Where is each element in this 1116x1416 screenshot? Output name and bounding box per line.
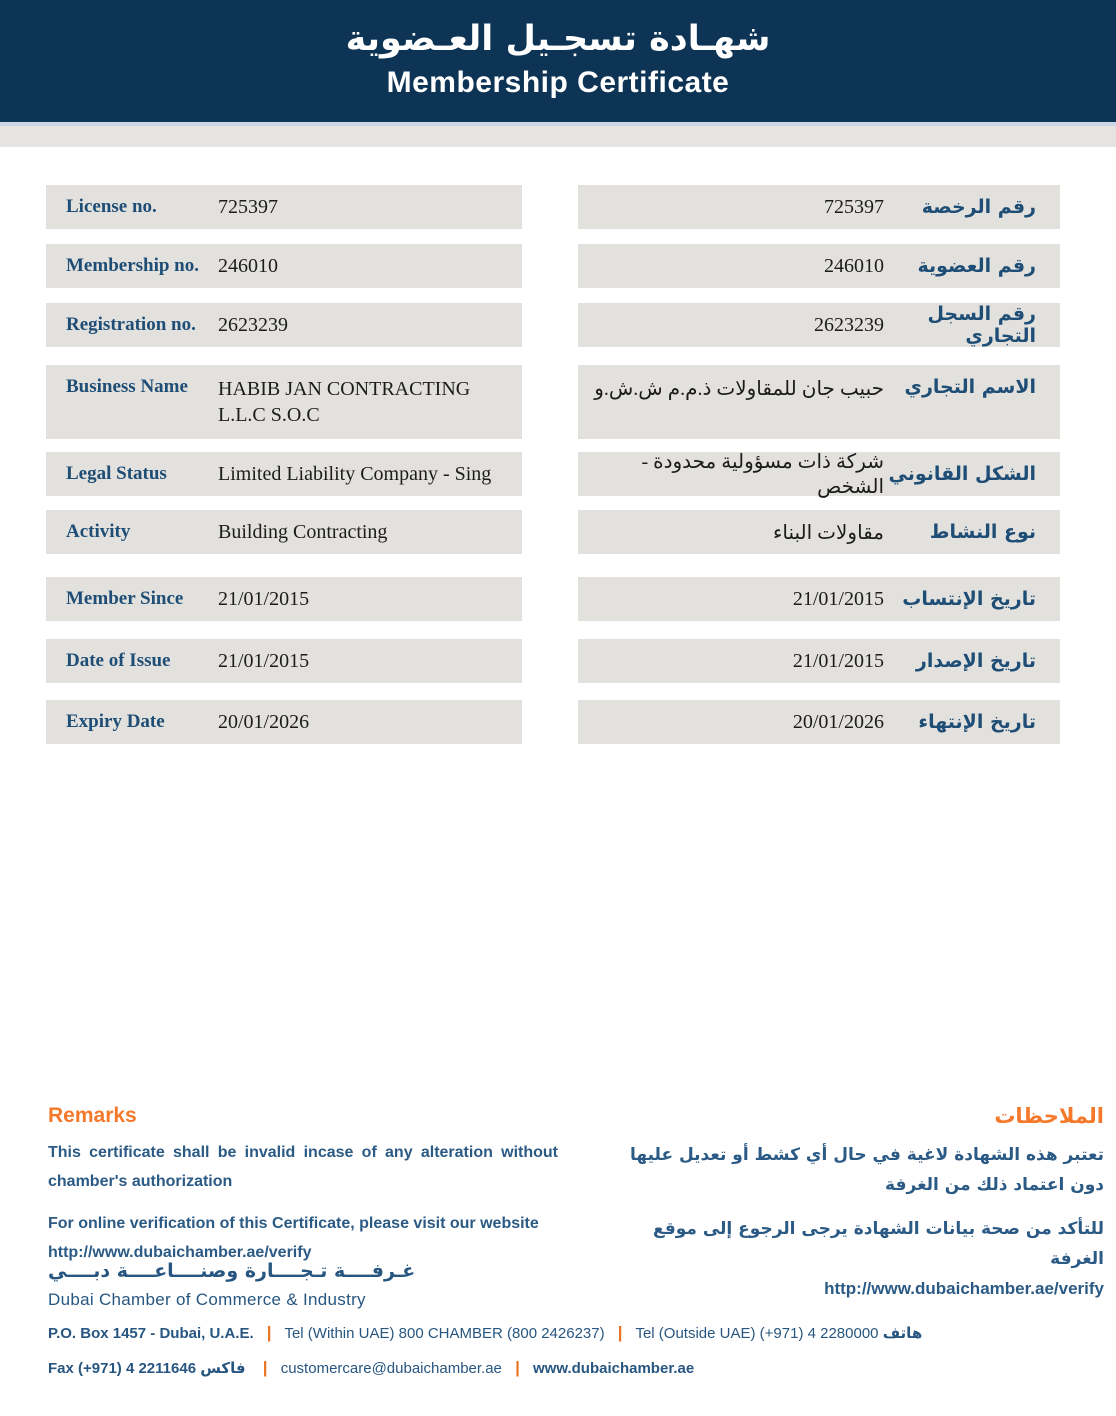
remarks-paragraph-1: This certificate shall be invalid incase of any alteration without chamber's authorization (48, 1144, 558, 1190)
email-text: customercare@dubaichamber.ae (280, 1360, 502, 1377)
field-label: تاريخ الإنتساب (902, 588, 1036, 610)
fields-column-english (46, 185, 522, 759)
field-value: Building Contracting (218, 520, 388, 543)
field-value: شركة ذات مسؤولية محدودة - الشخص (641, 451, 884, 498)
fax-arabic-label: فاكس (200, 1359, 246, 1377)
field-label: Business Name (66, 376, 188, 397)
field-value: 725397 (218, 195, 278, 218)
field-value: 21/01/2015 (218, 587, 310, 610)
remarks-section-arabic (600, 1104, 1104, 1318)
field-value: 21/01/2015 (792, 649, 884, 672)
field-label: Registration no. (66, 314, 196, 335)
field-label: Expiry Date (66, 711, 165, 732)
remarks-paragraph-2-ar (600, 1214, 1104, 1304)
remarks-paragraph-2: For online verification of this Certificate, please visit our website (48, 1215, 539, 1232)
field-value: 246010 (218, 254, 278, 277)
tel-arabic-label: هاتف (882, 1324, 923, 1342)
field-row-membership (46, 244, 522, 288)
contact-footer (48, 1322, 1088, 1392)
field-label: تاريخ الإصدار (915, 650, 1036, 672)
field-row-member-since-ar (578, 577, 1060, 621)
field-row-activity (46, 510, 522, 554)
field-row-activity-ar (578, 510, 1060, 554)
chamber-logo-english: Dubai Chamber of Commerce & Industry (48, 1290, 366, 1309)
tel-within-text: Tel (Within UAE) 800 CHAMBER (800 2426237) (284, 1325, 605, 1342)
field-label: Membership no. (66, 255, 199, 276)
field-row-membership-ar (578, 244, 1060, 288)
field-row-date-of-issue-ar (578, 639, 1060, 683)
field-label: رقم العضوية (917, 255, 1036, 277)
remarks-section-english (48, 1104, 558, 1280)
field-row-registration (46, 303, 522, 347)
field-value: 725397 (824, 195, 884, 218)
contact-line-2 (48, 1357, 1088, 1379)
tel-outside-text: Tel (Outside UAE) (+971) 4 2280000 (635, 1325, 879, 1342)
field-label: License no. (66, 196, 157, 217)
field-value: حبيب جان للمقاولات ذ.م.م ش.ش.و (594, 378, 884, 400)
pobox-text: P.O. Box 1457 - Dubai, U.A.E. (48, 1325, 254, 1342)
field-row-expiry-date (46, 700, 522, 744)
field-row-license-ar (578, 185, 1060, 229)
field-value: 20/01/2026 (218, 710, 310, 733)
field-label: Legal Status (66, 463, 167, 484)
separator: | (515, 1358, 520, 1377)
field-value: 246010 (824, 254, 884, 277)
header-gray-band (0, 126, 1116, 147)
remarks-verify-text-ar: للتأكد من صحة بيانات الشهادة يرجى الرجوع إلى موقع الغرفة (653, 1219, 1104, 1269)
remarks-heading: Remarks (48, 1104, 137, 1127)
remarks-heading-ar: الملاحظات (994, 1104, 1104, 1128)
field-row-date-of-issue (46, 639, 522, 683)
remarks-paragraph-1-ar: تعتبر هذه الشهادة لاغية في حال أي كشط أو تعديل عليها دون اعتماد ذلك من الغرفة (629, 1145, 1104, 1195)
field-value: 21/01/2015 (218, 649, 310, 672)
fax-text: Fax (+971) 4 2211646 (48, 1360, 197, 1377)
field-label: Activity (66, 521, 131, 542)
field-label: الاسم التجاري (904, 376, 1036, 398)
field-value: مقاولات البناء (772, 521, 884, 544)
field-value: HABIB JAN CONTRACTING L.L.C S.O.C (218, 378, 471, 426)
field-value: Limited Liability Company - Sing (218, 462, 492, 485)
field-row-expiry-date-ar (578, 700, 1060, 744)
field-label: Date of Issue (66, 650, 171, 671)
separator: | (266, 1323, 272, 1342)
field-row-business-name-ar (578, 365, 1060, 439)
field-row-member-since (46, 577, 522, 621)
field-row-registration-ar (578, 303, 1060, 347)
field-row-business-name (46, 365, 522, 439)
field-label: تاريخ الإنتهاء (918, 711, 1036, 733)
field-value: 2623239 (814, 313, 884, 336)
title-english: Membership Certificate (386, 66, 730, 99)
field-value: 21/01/2015 (792, 587, 884, 610)
header-banner (0, 0, 1116, 122)
website-text: www.dubaichamber.ae (533, 1360, 695, 1377)
field-value: 2623239 (218, 313, 288, 336)
field-label: رقم الرخصة (921, 196, 1036, 218)
field-value: 20/01/2026 (792, 710, 884, 733)
field-label: الشكل القانوني (888, 463, 1036, 485)
field-row-license (46, 185, 522, 229)
field-label: رقم السجل التجاري (927, 303, 1036, 347)
field-label: Member Since (66, 588, 184, 609)
chamber-logo (48, 1258, 415, 1313)
separator: | (262, 1358, 268, 1377)
field-label: نوع النشاط (929, 521, 1036, 543)
field-row-legal-status (46, 452, 522, 496)
chamber-logo-arabic: غـرفــــة تـجــــارة وصنــــاعــــة دبــــي (48, 1260, 416, 1282)
separator: | (617, 1323, 623, 1342)
contact-line-1 (48, 1322, 1088, 1344)
verify-url-ar: http://www.dubaichamber.ae/verify (824, 1279, 1104, 1298)
fields-column-arabic (578, 185, 1060, 759)
verify-url: http://www.dubaichamber.ae/verify (48, 1244, 312, 1261)
title-arabic: شهـادة تسجـيل العـضوية (345, 19, 771, 59)
field-row-legal-status-ar (578, 452, 1060, 496)
